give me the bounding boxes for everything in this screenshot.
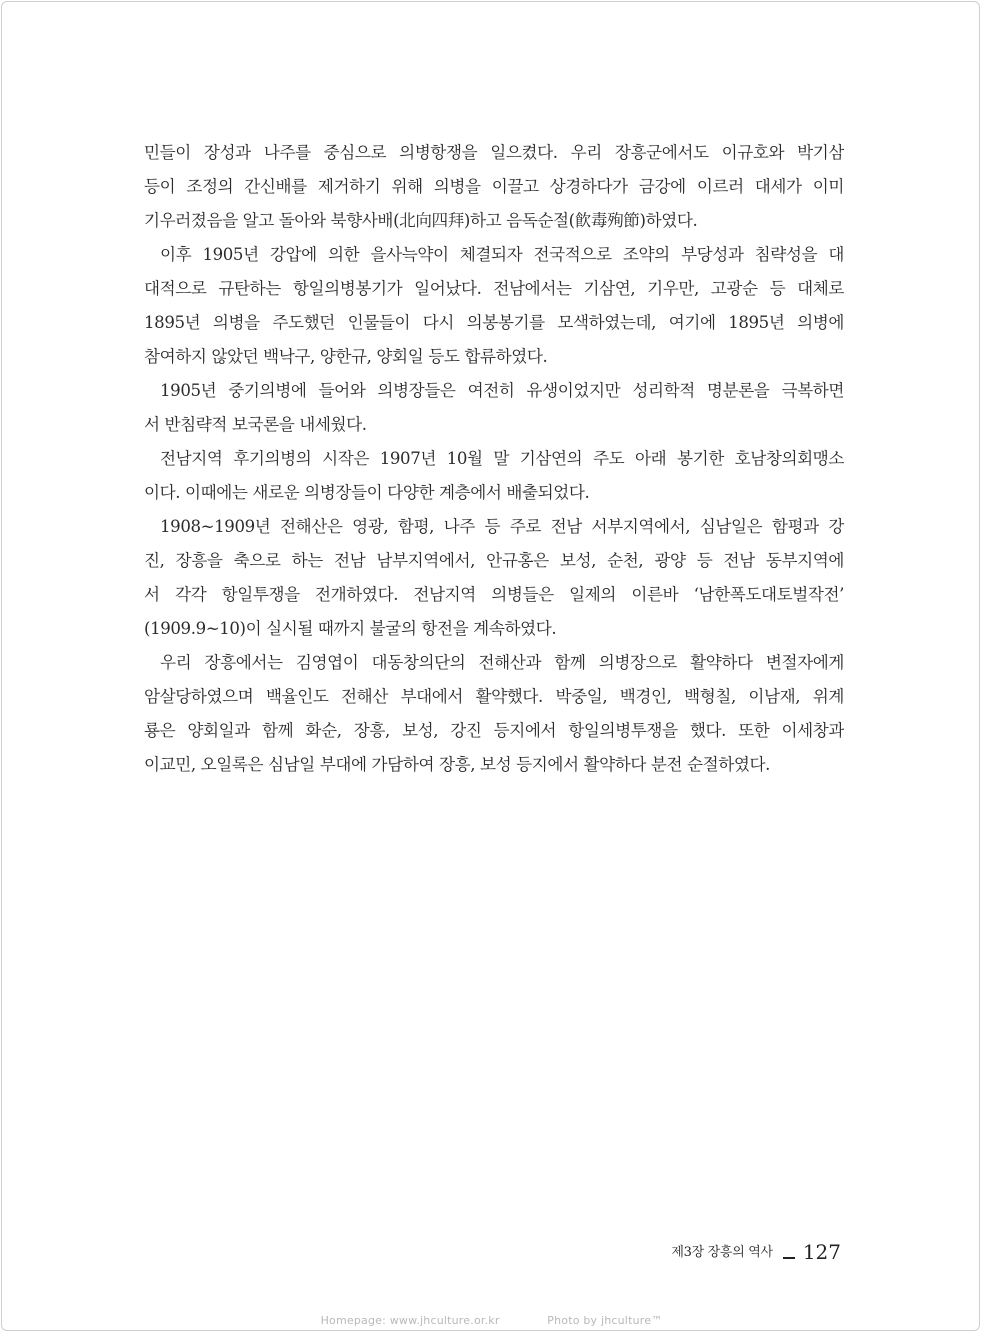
text-line: 기우러졌음을 알고 돌아와 북향사배(北向四拜)하고 음독순절(飮毒殉節)하였다. <box>144 211 698 230</box>
watermark-homepage: Homepage: www.jhculture.or.kr <box>320 1314 500 1327</box>
page-number: 127 <box>802 1240 841 1264</box>
text-line: 서 각각 항일투쟁을 전개하였다. 전남지역 의병들은 일제의 이른바 ‘남한폭도대토벌작전’ <box>144 585 844 604</box>
paragraph-first-line: 이후 1905년 강압에 의한 을사늑약이 체결되자 전국적으로 조약의 부당성과 침략성을 대 <box>160 245 844 264</box>
paragraph-first-line: 전남지역 후기의병의 시작은 1907년 10월 말 기삼연의 주도 아래 봉기한 호남창의회맹소 <box>160 449 844 468</box>
page-footer <box>671 1238 841 1264</box>
body-text <box>144 136 844 782</box>
text-line: 대적으로 규탄하는 항일의병봉기가 일어났다. 전남에서는 기삼연, 기우만, 고광순 등 대체로 <box>144 279 844 298</box>
paragraph-first-line: 우리 장흥에서는 김영엽이 대동창의단의 전해산과 함께 의병장으로 활약하다 변절자에게 <box>160 653 844 672</box>
text-line: 암살당하였으며 백율인도 전해산 부대에서 활약했다. 박중일, 백경인, 백형칠, 이남재, 위계 <box>144 687 844 706</box>
text-line: 서 반침략적 보국론을 내세웠다. <box>144 415 367 434</box>
watermark-photo-credit: Photo by jhculture™ <box>547 1314 663 1327</box>
text-line: 등이 조정의 간신배를 제거하기 위해 의병을 이끌고 상경하다가 금강에 이르러 대세가 이미 <box>144 177 844 196</box>
text-line: 룡은 양회일과 함께 화순, 장흥, 보성, 강진 등지에서 항일의병투쟁을 했다. 또한 이세창과 <box>144 721 844 740</box>
chapter-label: 제3장 장흥의 역사 <box>671 1245 773 1260</box>
text-line: 민들이 장성과 나주를 중심으로 의병항쟁을 일으켰다. 우리 장흥군에서도 이규호와 박기삼 <box>144 143 844 162</box>
watermark <box>0 1314 983 1327</box>
text-line: 이다. 이때에는 새로운 의병장들이 다양한 계층에서 배출되었다. <box>144 483 590 502</box>
page-number-rule <box>783 1257 795 1259</box>
text-line: 1895년 의병을 주도했던 인물들이 다시 의봉봉기를 모색하였는데, 여기에 1895년 의병에 <box>144 313 844 332</box>
text-line: (1909.9~10)이 실시될 때까지 불굴의 항전을 계속하였다. <box>144 619 557 638</box>
text-line: 진, 장흥을 축으로 하는 전남 남부지역에서, 안규홍은 보성, 순천, 광양 등 전남 동부지역에 <box>144 551 844 570</box>
text-line: 이교민, 오일록은 심남일 부대에 가담하여 장흥, 보성 등지에서 활약하다 분전 순절하였다. <box>144 755 771 774</box>
paragraph-first-line: 1908~1909년 전해산은 영광, 함평, 나주 등 주로 전남 서부지역에서, 심남일은 함평과 강 <box>160 517 844 536</box>
paragraph-first-line: 1905년 중기의병에 들어와 의병장들은 여전히 유생이었지만 성리학적 명분론을 극복하면 <box>160 381 844 400</box>
text-line: 참여하지 않았던 백낙구, 양한규, 양회일 등도 합류하였다. <box>144 347 548 366</box>
